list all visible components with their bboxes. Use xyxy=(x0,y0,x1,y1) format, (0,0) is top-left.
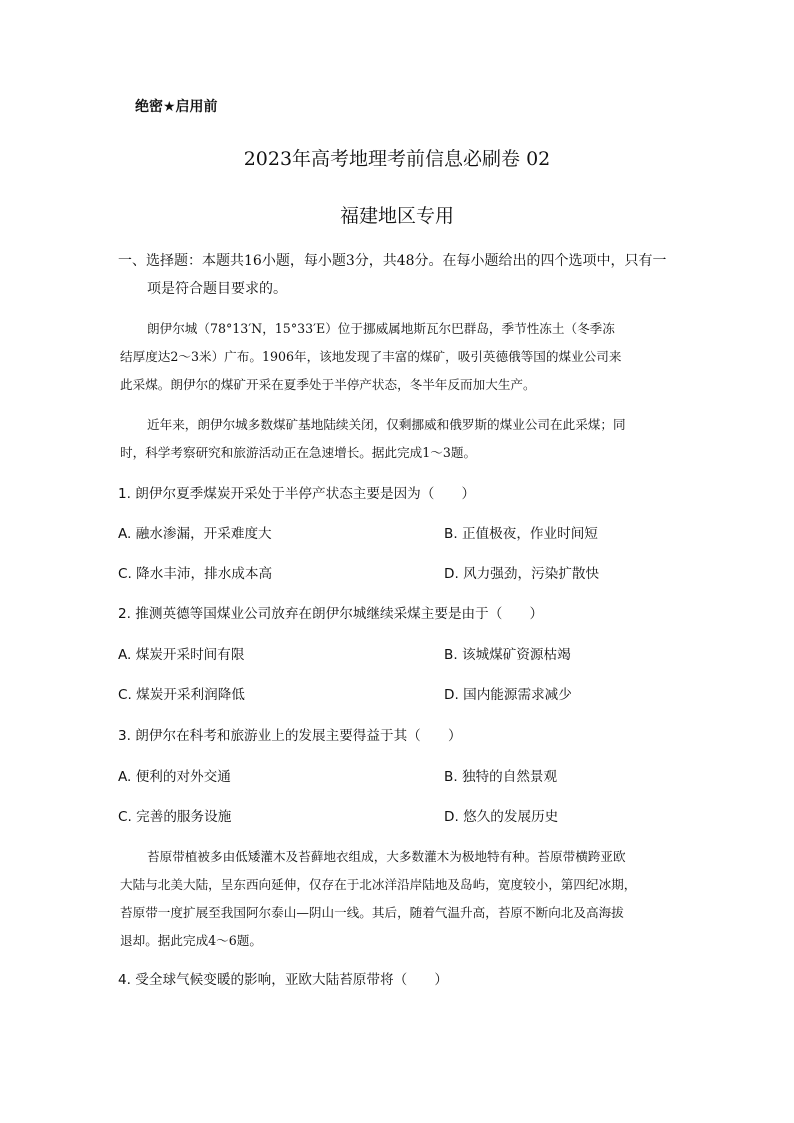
passage1-line: 朗伊尔城（78°13′N，15°33′E）位于挪威属地斯瓦尔巴群岛，季节性冻土（冬季冻 xyxy=(147,321,615,336)
option-a: A. 便利的对外交通 xyxy=(118,769,231,785)
passage1-line: 此采煤。朗伊尔的煤矿开采在夏季处于半停产状态，冬半年反而加大生产。 xyxy=(120,377,536,392)
section-heading-line1: 一、选择题：本题共16小题，每小题3分，共48分。在每小题给出的四个选项中，只有一 xyxy=(118,253,667,269)
passage2-line: 时，科学考察研究和旅游活动正在急速增长。据此完成1～3题。 xyxy=(120,445,477,460)
option-b: B. 该城煤矿资源枯竭 xyxy=(444,647,571,663)
passage3-line: 苔原带一度扩展至我国阿尔泰山—阴山一线。其后，随着气温升高，苔原不断向北及高海拔 xyxy=(120,905,624,920)
question-stem: 3. 朗伊尔在科考和旅游业上的发展主要得益于其（ ） xyxy=(118,728,462,744)
option-c: C. 煤炭开采利润降低 xyxy=(118,687,245,703)
passage1-line: 结厚度达2～3米）广布。1906年，该地发现了丰富的煤矿，吸引英德俄等国的煤业公司来 xyxy=(120,349,622,364)
passage2-line: 近年来，朗伊尔城多数煤矿基地陆续关闭，仅剩挪威和俄罗斯的煤业公司在此采煤；同 xyxy=(147,417,626,432)
section-heading-line2: 项是符合题目要求的。 xyxy=(147,281,287,297)
option-d: D. 风力强劲，污染扩散快 xyxy=(444,566,600,582)
passage3-line: 退却。据此完成4～6题。 xyxy=(120,933,262,948)
passage3-line: 苔原带植被多由低矮灌木及苔藓地衣组成，大多数灌木为极地特有种。苔原带横跨亚欧 xyxy=(147,849,626,864)
option-a: A. 融水渗漏，开采难度大 xyxy=(118,526,272,542)
passage3-line: 大陆与北美大陆，呈东西向延伸，仅存在于北冰洋沿岸陆地及岛屿，宽度较小，第四纪冰期， xyxy=(120,877,637,892)
option-d: D. 悠久的发展历史 xyxy=(444,809,559,825)
question-stem: 1. 朗伊尔夏季煤炭开采处于半停产状态主要是因为（ ） xyxy=(118,486,476,502)
option-a: A. 煤炭开采时间有限 xyxy=(118,647,245,663)
page-title: 2023年高考地理考前信息必刷卷 02 xyxy=(243,148,551,170)
page-subtitle: 福建地区专用 xyxy=(339,205,454,227)
confidential-label: 绝密★启用前 xyxy=(135,99,218,115)
option-b: B. 独特的自然景观 xyxy=(444,769,558,785)
option-c: C. 降水丰沛，排水成本高 xyxy=(118,566,273,582)
option-c: C. 完善的服务设施 xyxy=(118,809,232,825)
question-stem: 2. 推测英德等国煤业公司放弃在朗伊尔城继续采煤主要是由于（ ） xyxy=(118,606,544,622)
question-stem: 4. 受全球气候变暖的影响，亚欧大陆苔原带将（ ） xyxy=(118,972,448,988)
option-b: B. 正值极夜，作业时间短 xyxy=(444,526,598,542)
option-d: D. 国内能源需求减少 xyxy=(444,687,572,703)
